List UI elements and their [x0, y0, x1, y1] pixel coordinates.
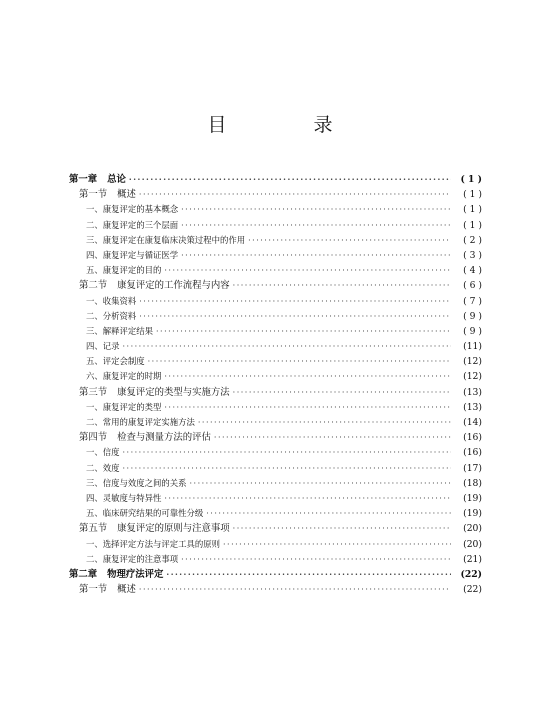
toc-entry-text: 物理疗法评定 [107, 568, 164, 580]
toc-item-entry[interactable] [0, 506, 540, 521]
toc-entry-label [79, 278, 230, 293]
toc-page-number: (12) [463, 371, 482, 383]
toc-item-entry[interactable] [0, 233, 540, 248]
toc-section-entry[interactable] [0, 278, 540, 293]
toc-entry-label [86, 461, 120, 476]
toc-item-entry[interactable] [0, 552, 540, 567]
toc-page-number: (19) [463, 508, 482, 520]
toc-entry-label [86, 324, 153, 339]
toc-entry-label [86, 233, 245, 248]
toc-item-entry[interactable] [0, 309, 540, 324]
dot-leader [233, 521, 451, 536]
toc-section-entry[interactable] [0, 521, 540, 536]
toc-page-number: (22) [460, 568, 482, 580]
toc-item-entry[interactable] [0, 369, 540, 384]
toc-item-entry[interactable] [0, 218, 540, 233]
toc-entry-text: 六、康复评定的时期 [86, 371, 162, 382]
toc-entry-label [69, 172, 126, 187]
dot-leader [166, 567, 451, 582]
dot-leader [164, 491, 451, 506]
toc-chapter-entry[interactable] [0, 172, 540, 187]
toc-page-number: (11) [463, 341, 482, 353]
toc-item-entry[interactable] [0, 400, 540, 415]
dot-leader [223, 537, 451, 552]
dot-leader [248, 233, 451, 248]
toc-entry-label [86, 506, 203, 521]
toc-page-number: ( 4 ) [463, 265, 482, 277]
toc-entry-text: 概述 [117, 189, 136, 201]
toc-entry-text: 二、康复评定的三个层面 [86, 219, 179, 230]
toc-page-number: ( 6 ) [463, 280, 482, 292]
toc-entry-label [86, 354, 145, 369]
toc-page-number: ( 1 ) [460, 174, 482, 185]
toc-item-entry[interactable] [0, 445, 540, 460]
toc-page-number: (13) [463, 386, 482, 398]
dot-leader [164, 400, 451, 415]
toc-entry-text: 二、常用的康复评定实施方法 [86, 417, 195, 427]
toc-entry-text: 五、临床研究结果的可靠性分级 [86, 508, 204, 519]
dot-leader [123, 339, 452, 354]
dot-leader [164, 369, 451, 384]
toc-entry-text: 二、分析资料 [86, 310, 137, 321]
toc-entry-label [86, 218, 178, 233]
dot-leader [181, 248, 451, 263]
toc-page-number: (14) [463, 417, 482, 428]
toc-item-entry[interactable] [0, 415, 540, 430]
dot-leader [206, 506, 451, 521]
toc-entry-text: 三、解释评定结果 [86, 325, 153, 336]
toc-section-entry[interactable] [0, 582, 540, 597]
table-of-contents [0, 172, 540, 597]
toc-entry-label [79, 521, 230, 536]
toc-section-entry[interactable] [0, 430, 540, 445]
toc-item-entry[interactable] [0, 476, 540, 491]
dot-leader [214, 430, 451, 445]
dot-leader [181, 552, 451, 567]
toc-item-entry[interactable] [0, 324, 540, 339]
toc-entry-number: 第二节 [79, 280, 108, 292]
toc-entry-text: 四、灵敏度与特异性 [86, 492, 162, 503]
toc-entry-text: 康复评定的工作流程与内容 [117, 280, 230, 292]
toc-page-number: ( 9 ) [463, 325, 482, 337]
toc-entry-label [86, 202, 178, 217]
toc-page-number: ( 1 ) [463, 204, 482, 216]
toc-entry-label [86, 476, 187, 491]
toc-section-entry[interactable] [0, 187, 540, 202]
toc-page-number: (22) [463, 584, 482, 596]
toc-entry-number: 第一章 [69, 174, 98, 185]
toc-item-entry[interactable] [0, 248, 540, 263]
toc-entry-number: 第五节 [79, 523, 108, 535]
toc-entry-text: 三、康复评定在康复临床决策过程中的作用 [86, 234, 246, 245]
toc-entry-text: 一、康复评定的基本概念 [86, 204, 179, 215]
toc-entry-label [79, 385, 230, 400]
toc-page-number: (19) [463, 492, 482, 504]
toc-page-number: ( 2 ) [463, 234, 482, 246]
dot-leader [123, 445, 452, 460]
toc-page-number: (16) [463, 447, 482, 459]
toc-item-entry[interactable] [0, 263, 540, 278]
toc-entry-text: 三、信度与效度之间的关系 [86, 477, 187, 488]
toc-entry-label [86, 400, 161, 415]
toc-entry-text: 概述 [117, 584, 136, 596]
toc-entry-text: 一、收集资料 [86, 295, 137, 306]
dot-leader [164, 263, 451, 278]
toc-page-number: (16) [463, 432, 482, 444]
toc-entry-number: 第四节 [79, 432, 108, 444]
dot-leader [181, 202, 451, 217]
toc-page-number: (20) [463, 538, 482, 550]
toc-entry-label [69, 567, 163, 582]
toc-entry-text: 总论 [107, 174, 126, 185]
toc-page-number: (12) [463, 356, 482, 368]
toc-item-entry[interactable] [0, 202, 540, 217]
toc-page-number: (17) [463, 462, 482, 474]
toc-entry-text: 康复评定的原则与注意事项 [117, 523, 230, 535]
toc-entry-label [86, 537, 220, 552]
toc-page-number: ( 1 ) [463, 189, 482, 201]
toc-entry-label [86, 309, 136, 324]
toc-entry-text: 五、评定会制度 [86, 356, 145, 367]
toc-page-number: (21) [463, 553, 482, 565]
dot-leader [139, 187, 451, 202]
toc-item-entry[interactable] [0, 461, 540, 476]
toc-entry-text: 一、选择评定方法与评定工具的原则 [86, 538, 220, 549]
toc-entry-label [86, 491, 161, 506]
toc-item-entry[interactable] [0, 354, 540, 369]
toc-entry-label [86, 445, 120, 460]
toc-page-number: ( 9 ) [463, 310, 482, 322]
toc-item-entry[interactable] [0, 491, 540, 506]
toc-entry-label [86, 369, 161, 384]
toc-entry-label [86, 248, 178, 263]
dot-leader [181, 218, 451, 233]
toc-entry-number: 第二章 [69, 568, 98, 580]
toc-section-entry[interactable] [0, 385, 540, 400]
dot-leader [156, 324, 451, 339]
toc-entry-text: 二、康复评定的注意事项 [86, 553, 179, 564]
toc-entry-text: 四、康复评定与循证医学 [86, 249, 179, 260]
toc-item-entry[interactable] [0, 339, 540, 354]
toc-page-number: ( 7 ) [463, 295, 482, 307]
dot-leader [139, 294, 451, 309]
toc-entry-label [86, 415, 195, 430]
toc-entry-label [86, 552, 178, 567]
dot-leader [123, 461, 452, 476]
toc-entry-text: 五、康复评定的目的 [86, 265, 162, 276]
dot-leader [198, 415, 451, 430]
toc-chapter-entry[interactable] [0, 567, 540, 582]
dot-leader [139, 309, 451, 324]
toc-entry-text: 二、效度 [86, 462, 120, 473]
dot-leader [190, 476, 452, 491]
toc-entry-text: 四、记录 [86, 341, 120, 352]
toc-entry-text: 康复评定的类型与实施方法 [117, 386, 230, 398]
toc-page-number: (18) [463, 477, 482, 489]
toc-entry-number: 第一节 [79, 584, 108, 596]
toc-entry-text: 检查与测量方法的评估 [117, 432, 211, 444]
toc-entry-label [79, 582, 136, 597]
toc-entry-label [86, 263, 161, 278]
toc-entry-label [79, 187, 136, 202]
page-title: 目 录 [207, 114, 367, 136]
toc-entry-number: 第一节 [79, 189, 108, 201]
toc-page-number: ( 1 ) [463, 219, 482, 231]
toc-page-number: ( 3 ) [463, 249, 482, 261]
toc-page-number: (13) [463, 401, 482, 413]
toc-entry-number: 第三节 [79, 386, 108, 398]
dot-leader [148, 354, 451, 369]
toc-entry-text: 一、康复评定的类型 [86, 401, 162, 412]
toc-entry-label [86, 294, 136, 309]
dot-leader [233, 278, 451, 293]
dot-leader [233, 385, 451, 400]
toc-entry-label [79, 430, 211, 445]
toc-entry-text: 一、信度 [86, 447, 120, 458]
dot-leader [139, 582, 451, 597]
toc-page-number: (20) [463, 523, 482, 535]
toc-item-entry[interactable] [0, 537, 540, 552]
toc-item-entry[interactable] [0, 294, 540, 309]
toc-entry-label [86, 339, 120, 354]
dot-leader [129, 172, 451, 187]
